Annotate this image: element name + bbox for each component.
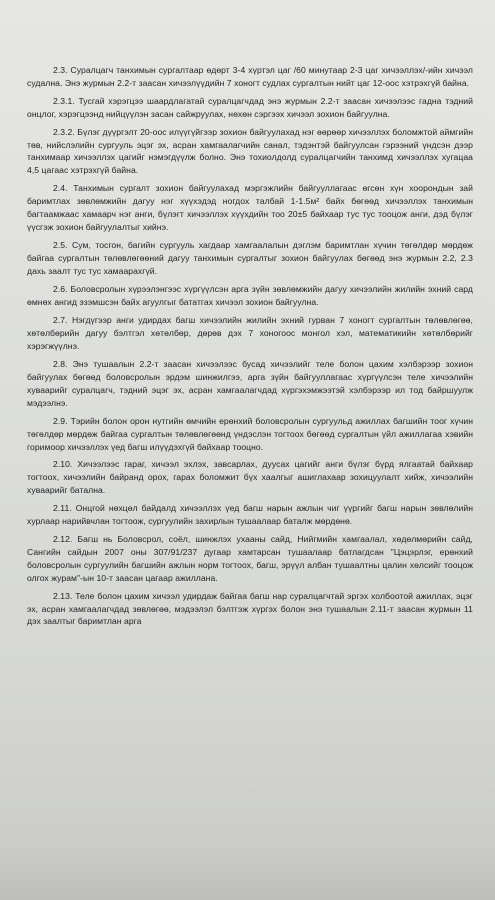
paragraph-2-8: 2.8. Энэ тушаалын 2.2-т заасан хичээлээс бусад хичээлийг теле болон цахим хэлбэрээр зохион байгуулах бөгөөд боловсролын эрдэм шинжилгээ, арга зүйн байгууллагаас хүргүүлсэн теле хичээлийн хуваарийг суралцагч, тэдний эцэг эх, асран хамгаалагчдад хүргэхэмжээтэй хэлбэрээр ил тод байршуулж мэдээлнэ. (27, 359, 473, 408)
paragraph-2-3-2: 2.3.2. Бүлэг дүүргэлт 20-оос илүүгүйгээр зохион байгуулахад нэг өөрөөр хичээллэх боломжтой аймгийн төв, нийслэлийн сургууль эцэг эх, асран хамгаалагчийн санал, тэдэнтэй байгуулсан гэрээний үндсэн дээр танхимаар хичээллэх цагийг нэмэгдүүлж болно. Энэ тохиолдолд суралцагчийн танхимд хичээллэх хугацаа 4,5 цагаас хэтрэхгүй байна. (27, 126, 473, 176)
paragraph-2-7: 2.7. Нэгдүгээр анги удирдах багш хичээлийн жилийн эхний гурван 7 хоногт сургалтын төлөвлөгөө, хөтөлбөрийн дагуу бэлтгэл хөтөлбөр, дөрөв дэх 7 хоногоос монгол хэл, математикийн хөтөлбөрийг хэрэгжүүлнэ. (27, 315, 473, 352)
paragraph-2-10: 2.10. Хичээлээс гараг, хичээл эхлэх, завсарлах, дуусах цагийг анги бүлэг бүрд ялгаатай байхаар тогтоох, хичээлийн байранд орох, гарах боломжит бүх хаалгыг ашиглахаар зохицуулалт хийж, хичээлийн хуваарийг баталнa. (27, 459, 473, 496)
paragraph-2-13: 2.13. Теле болон цахим хичээл удирдаж байгаа багш нар суралцагчтай эргэх холбоотой ажиллах, эцэг эх, асран хамгаалагчдад зөвлөгөө, мэдээлэл бэлтгэж хүргэх болон энэ тушаалын 2.11-т заасан журмын 11 дэх заалтыг баримтлан арга (27, 590, 473, 627)
paragraph-2-11: 2.11. Онцгой нөхцөл байдалд хичээллэх үед багш нарын ажлын чиг үүргийг багш нарын зөвлөлийн хурлаар нарийвчлан тогтоож, сургуулийн захирлын тушаалаар баталж мөрдөнө. (27, 503, 473, 527)
paragraph-2-4: 2.4. Танхимын сургалт зохион байгуулахад мэргэжлийн байгууллагаас өгсөн хүн хоорондын зай баримтлах зөвлөмжийн дагуу нэг хүүхэдэд ногдох талбай 1-1.5м² байх бөгөөд хичээллэх танхимын багтаамжаас хамаарч нэг анги, бүлэгт хичээллэх хүүхдийн тоо 20±5 байхаар тус тус тооцож анги, дэд бүлэг үүсгэж зохион байгуулалтыг хийнэ. (27, 183, 473, 232)
paragraph-2-12: 2.12. Багш нь Боловсрол, соёл, шинжлэх ухааны сайд, Нийгмийн хамгаалал, хөдөлмөрийн сайд, Сангийн сайдын 2007 оны 307/91/237 дугаар хамтарсан тушаалаар батлагдсан "Цэцэрлэг, ерөнхий боловсролын сургуулийн багшийн ажлын норм тогтоох, багш, эрүүл албан тушаалтны цалин хөлсийг тооцож олгох журам"-ын 10-т заасан цагаар ажиллана. (27, 534, 473, 583)
paragraph-2-6: 2.6. Боловсролын хүрээлэнгээс хүргүүлсэн арга зүйн зөвлөмжийн дагуу хичээлийн жилийн эхний сард өмнөх ангид эзэмшсэн байх агуулгыг бататгах хичээл зохион байгуулна. (27, 283, 473, 307)
paragraph-2-5: 2.5. Сум, тосгон, багийн сургууль хагдаар хамгаалалын дэглэм баримтлан хүчин төгөлдөр мөрдөж байгаа сургалтын төлөвлөгөөний дагуу танхимын сургалтыг зохион байгуулах бөгөөд энэ журмын 2.2, 2.3 дахь заалт тус тус хамаарахгүй. (27, 239, 473, 276)
paragraph-2-3-1: 2.3.1. Тусгай хэрэгцээ шаардлагатай суралцагчдад энэ журмын 2.2-т заасан хичээлээс гадна тэдний онцлог, хэрэгцээнд нийцүүлэн засан сайжруулах, нөхөн сэргээх хичээл зохион байгуулна. (27, 95, 473, 119)
paragraph-2-3: 2.3. Суралцагч танхимын сургалтаар өдөрт 3-4 хүртэл цаг /60 минутаар 2-3 цаг хичээллэх/-ийн хичээл судална. Энэ журмын 2.2-т заасан хичээлүүдийн 7 хоногт судлах сургалтын нийт цаг 12-оос хэтрэхгүй байна. (27, 65, 473, 88)
paragraph-2-9: 2.9. Тэрийн болон орон нутгийн өмчийн ерөнхий боловсролын сургуульд ажиллах багшийн тоог хүчин төгөлдөр мөрдөж байгаа сургалтын төлөвлөгөөнд үндэслэн тогтоох бөгөөд сургалтын үйл ажиллагаа хэвийн горимоор хичээллэх үед багш илүүдэхгүй байхаар тооцно. (27, 415, 473, 452)
